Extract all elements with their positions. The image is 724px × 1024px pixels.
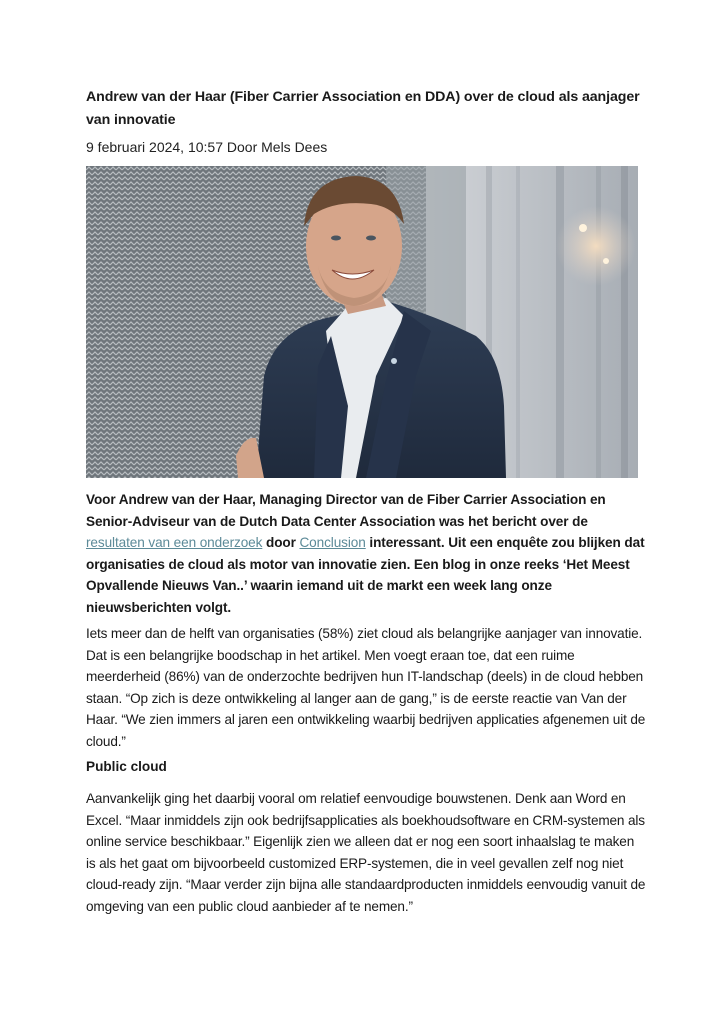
subheading-public-cloud: Public cloud [86, 759, 167, 774]
link-conclusion[interactable]: Conclusion [299, 535, 366, 551]
article-title: Andrew van der Haar (Fiber Carrier Association en DDA) over de cloud als aanjager van innovatie [86, 89, 640, 128]
link-onderzoek[interactable]: resultaten van een onderzoek [86, 535, 263, 551]
article-meta: 9 februari 2024, 10:57 Door Mels Dees [86, 139, 328, 155]
lead-text-1: Voor Andrew van der Haar, Managing Director van de Fiber Carrier Association en Senior-Adviseur van de Dutch Data Center Association was het bericht over de [86, 492, 606, 529]
article-photo [86, 166, 638, 478]
lead-text-2: door [262, 535, 300, 551]
article-paragraph-1: Iets meer dan de helft van organisaties (58%) ziet cloud als belangrijke aanjager van innovatie. Dat is een belangrijke boodschap in het artikel. Men voegt eraan toe, dat een ruime meerderheid (86%) van de onderzochte bedrijven hun IT-landschap (deels) in de cloud hebben staan. “Op zich is deze ontwikkeling al langer aan de gang,” is de eerste reactie van Van der Haar. “We zien immers al jaren een ontwikkeling waarbij bedrijven applicaties afgenemen uit de cloud.” [86, 626, 646, 749]
article-paragraph-2: Aanvankelijk ging het daarbij vooral om relatief eenvoudige bouwstenen. Denk aan Word en Excel. “Maar inmiddels zijn ook bedrijfsapplicaties als boekhoudsoftware en CRM-systemen als online service beschikbaar.” Eigenlijk zien we alleen dat er nog een soort inhaalslag te maken is als het gaat om bijvoorbeeld customized ERP-systemen, die in veel gevallen zelf nog niet cloud-ready zijn. “Maar verder zijn bijna alle standaardproducten inmiddels eenvoudig vanuit de omgeving van een public cloud aanbieder af te nemen.” [86, 791, 646, 914]
lead-text-3: interessant. Uit een enquête zou blijken dat organisaties de cloud als motor van innovatie zien. Een blog in onze reeks ‘Het Meest Opvallende Nieuws Van..’ waarin iemand uit de markt een week lang onze nieuwsberichten volgt. [86, 535, 645, 615]
article-lead [86, 489, 646, 619]
